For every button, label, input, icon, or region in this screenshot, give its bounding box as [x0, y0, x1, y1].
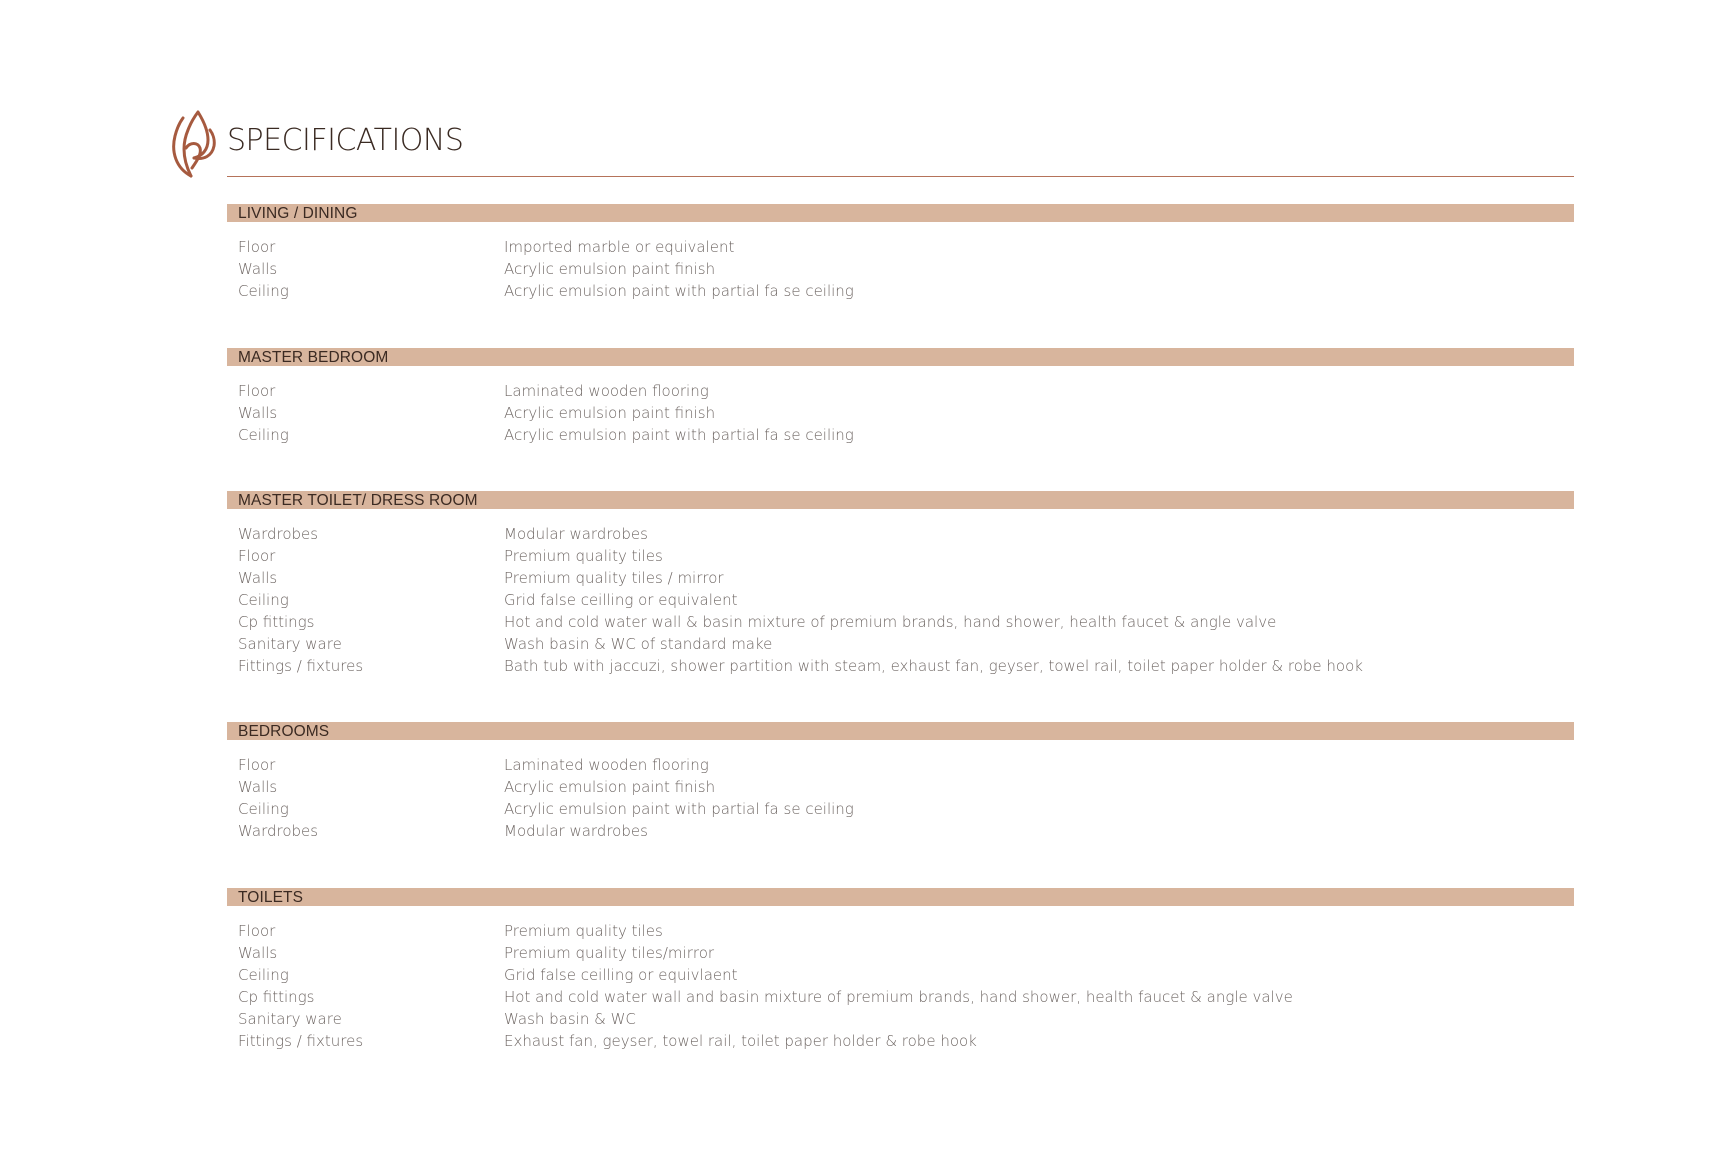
spec-label: Ceiling	[238, 591, 289, 609]
spec-value: Laminated wooden flooring	[504, 382, 709, 400]
spec-value: Premium quality tiles / mirror	[504, 569, 724, 587]
spec-value: Laminated wooden flooring	[504, 756, 709, 774]
spec-label: Cp fittings	[238, 613, 315, 631]
section-header-bar	[227, 888, 1574, 906]
spec-list	[227, 523, 1574, 677]
page-title: SPECIFICATIONS	[227, 123, 464, 158]
spec-value: Modular wardrobes	[504, 822, 648, 840]
spec-row	[238, 820, 1574, 842]
title-divider	[227, 176, 1574, 177]
spec-row	[238, 380, 1574, 402]
spec-value: Acrylic emulsion paint finish	[504, 404, 716, 422]
spec-row	[238, 258, 1574, 280]
spec-label: Floor	[238, 238, 276, 256]
spec-value: Modular wardrobes	[504, 525, 648, 543]
spec-row	[238, 920, 1574, 942]
section-header-bar	[227, 348, 1574, 366]
spec-row	[238, 280, 1574, 302]
spec-value: Acrylic emulsion paint finish	[504, 260, 716, 278]
section-toilets	[227, 888, 1574, 1052]
spec-row	[238, 545, 1574, 567]
section-header-bar	[227, 491, 1574, 509]
page-header	[170, 108, 1574, 178]
spec-value: Grid false ceilling or equivlaent	[504, 966, 738, 984]
spec-label: Walls	[238, 778, 278, 796]
spec-label: Cp fittings	[238, 988, 315, 1006]
section-title: TOILETS	[238, 889, 304, 906]
spec-row	[238, 1030, 1574, 1052]
spec-label: Sanitary ware	[238, 1010, 342, 1028]
spec-label: Walls	[238, 260, 278, 278]
spec-row	[238, 754, 1574, 776]
spec-label: Walls	[238, 944, 278, 962]
spec-value: Wash basin & WC of standard make	[504, 635, 773, 653]
spec-label: Floor	[238, 547, 276, 565]
spec-row	[238, 776, 1574, 798]
section-living-dining	[227, 204, 1574, 302]
spec-value: Exhaust fan, geyser, towel rail, toilet paper holder & robe hook	[504, 1032, 977, 1050]
spec-list	[227, 236, 1574, 302]
spec-value: Acrylic emulsion paint with partial fa se ceiling	[504, 426, 854, 444]
spec-value: Acrylic emulsion paint with partial fa se ceiling	[504, 282, 854, 300]
spec-value: Grid false ceilling or equivalent	[504, 591, 738, 609]
spec-label: Sanitary ware	[238, 635, 342, 653]
spec-row	[238, 424, 1574, 446]
spec-label: Ceiling	[238, 800, 289, 818]
spec-row	[238, 1008, 1574, 1030]
spec-value: Premium quality tiles	[504, 922, 663, 940]
spec-value: Wash basin & WC	[504, 1010, 636, 1028]
spec-label: Wardrobes	[238, 525, 319, 543]
spec-row	[238, 611, 1574, 633]
section-title: BEDROOMS	[238, 723, 330, 740]
spec-label: Walls	[238, 569, 278, 587]
spec-list	[227, 754, 1574, 842]
spec-row	[238, 986, 1574, 1008]
spec-list	[227, 920, 1574, 1052]
spec-list	[227, 380, 1574, 446]
spec-label: Floor	[238, 382, 276, 400]
spec-value: Imported marble or equivalent	[504, 238, 735, 256]
spec-label: Fittings / fixtures	[238, 657, 364, 675]
spec-value: Bath tub with jaccuzi, shower partition with steam, exhaust fan, geyser, towel rail, toilet paper holder & robe hook	[504, 657, 1363, 675]
spec-label: Floor	[238, 922, 276, 940]
section-title: MASTER TOILET/ DRESS ROOM	[238, 492, 478, 509]
spec-row	[238, 402, 1574, 424]
spec-label: Ceiling	[238, 966, 289, 984]
section-header-bar	[227, 204, 1574, 222]
spec-row	[238, 589, 1574, 611]
spec-row	[238, 523, 1574, 545]
spec-label: Wardrobes	[238, 822, 319, 840]
section-master-toilet-dress-room	[227, 491, 1574, 677]
tulip-monogram-logo-icon	[170, 108, 216, 178]
spec-label: Floor	[238, 756, 276, 774]
section-master-bedroom	[227, 348, 1574, 446]
spec-row	[238, 655, 1574, 677]
spec-value: Premium quality tiles	[504, 547, 663, 565]
spec-value: Premium quality tiles/mirror	[504, 944, 715, 962]
spec-value: Hot and cold water wall & basin mixture of premium brands, hand shower, health faucet & angle valve	[504, 613, 1277, 631]
spec-label: Fittings / fixtures	[238, 1032, 364, 1050]
spec-row	[238, 964, 1574, 986]
spec-row	[238, 633, 1574, 655]
spec-row	[238, 942, 1574, 964]
spec-row	[238, 798, 1574, 820]
section-title: MASTER BEDROOM	[238, 349, 389, 366]
spec-label: Ceiling	[238, 282, 289, 300]
section-title: LIVING / DINING	[238, 205, 358, 222]
spec-label: Walls	[238, 404, 278, 422]
spec-row	[238, 236, 1574, 258]
section-header-bar	[227, 722, 1574, 740]
spec-value: Acrylic emulsion paint finish	[504, 778, 716, 796]
spec-label: Ceiling	[238, 426, 289, 444]
spec-value: Acrylic emulsion paint with partial fa se ceiling	[504, 800, 854, 818]
section-bedrooms	[227, 722, 1574, 842]
spec-value: Hot and cold water wall and basin mixture of premium brands, hand shower, health faucet & angle valve	[504, 988, 1293, 1006]
spec-row	[238, 567, 1574, 589]
